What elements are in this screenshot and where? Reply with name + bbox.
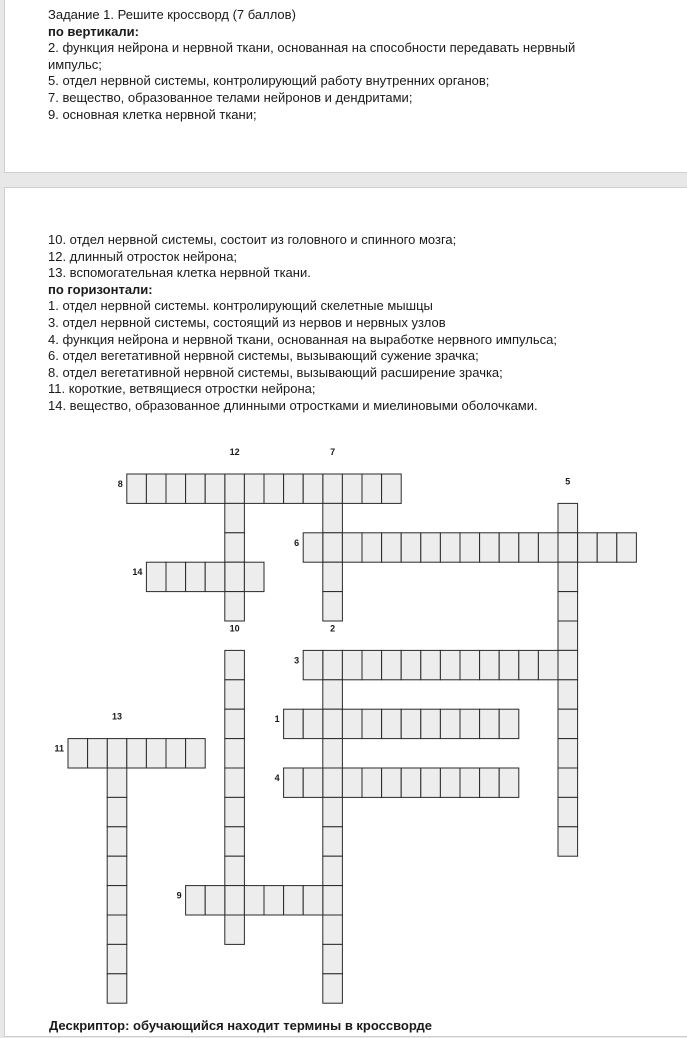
crossword-cell[interactable]	[68, 739, 88, 768]
crossword-cell[interactable]	[480, 768, 500, 797]
crossword-cell[interactable]	[558, 650, 578, 679]
crossword-cell[interactable]	[617, 533, 637, 562]
crossword-cell[interactable]	[342, 474, 362, 503]
crossword-cell[interactable]	[225, 592, 245, 621]
clue-line: 6. отдел вегетативной нервной системы, вызывающий сужение зрачка;	[48, 348, 479, 364]
crossword-cell[interactable]	[225, 886, 245, 915]
crossword-cell[interactable]	[558, 533, 578, 562]
clue-line: 11. короткие, ветвящиеся отростки нейрона;	[48, 381, 316, 397]
crossword-cell[interactable]	[538, 650, 558, 679]
crossword-cell[interactable]	[480, 650, 500, 679]
crossword-cell[interactable]	[323, 709, 343, 738]
crossword-cell[interactable]	[480, 709, 500, 738]
crossword-cell[interactable]	[362, 709, 382, 738]
crossword-cell[interactable]	[342, 768, 362, 797]
crossword-cell[interactable]	[323, 974, 343, 1003]
clue-number-8: 8	[117, 479, 123, 489]
crossword-cell[interactable]	[558, 768, 578, 797]
crossword-cell[interactable]	[382, 768, 402, 797]
clue-number-3: 3	[294, 655, 300, 666]
crossword-cell[interactable]	[558, 592, 578, 621]
crossword-cell[interactable]	[225, 739, 245, 768]
clue-line: 9. основная клетка нервной ткани;	[48, 106, 257, 122]
crossword-cell[interactable]	[127, 739, 147, 768]
crossword-cell[interactable]	[264, 474, 284, 503]
crossword-cell[interactable]	[401, 768, 421, 797]
clue-number-10: 10	[229, 623, 240, 634]
crossword-cell[interactable]	[244, 562, 264, 591]
crossword-cell[interactable]	[284, 709, 304, 738]
crossword-cell[interactable]	[421, 768, 441, 797]
crossword-cell[interactable]	[127, 474, 147, 503]
clue-number-14: 14	[132, 567, 143, 578]
crossword-cell[interactable]	[558, 827, 578, 856]
crossword-cell[interactable]	[205, 886, 225, 915]
crossword-cell[interactable]	[460, 650, 480, 679]
crossword-cell[interactable]	[460, 768, 480, 797]
crossword-cell[interactable]	[107, 739, 127, 768]
crossword-cell[interactable]	[421, 533, 441, 562]
crossword-cell[interactable]	[323, 886, 343, 915]
clue-number-2: 2	[330, 623, 336, 634]
crossword-cell[interactable]	[440, 709, 460, 738]
clue-number-11: 11	[54, 743, 64, 754]
crossword-cell[interactable]	[401, 533, 421, 562]
crossword-cell[interactable]	[225, 650, 245, 679]
crossword-cell[interactable]	[499, 768, 519, 797]
crossword-cell[interactable]	[382, 474, 402, 503]
crossword-cell[interactable]	[166, 474, 186, 503]
crossword-cell[interactable]	[382, 650, 402, 679]
crossword-cell[interactable]	[303, 709, 323, 738]
crossword-cell[interactable]	[342, 533, 362, 562]
clue-number-4: 4	[274, 773, 280, 783]
crossword-cell[interactable]	[578, 533, 598, 562]
crossword-cell[interactable]	[323, 562, 343, 591]
crossword-cell[interactable]	[186, 474, 206, 503]
crossword-cell[interactable]	[323, 856, 343, 885]
crossword-cell[interactable]	[166, 739, 186, 768]
crossword-cell[interactable]	[323, 827, 343, 856]
crossword-cell[interactable]	[460, 709, 480, 738]
crossword-cell[interactable]	[225, 709, 245, 738]
crossword-cell[interactable]	[558, 562, 578, 591]
crossword-cell[interactable]	[107, 915, 127, 944]
crossword-cell[interactable]	[519, 533, 539, 562]
crossword-cell[interactable]	[107, 856, 127, 885]
crossword-cell[interactable]	[146, 739, 166, 768]
crossword-cell[interactable]	[107, 974, 127, 1003]
clue-number-1: 1	[274, 714, 280, 725]
clue-line: импульс;	[48, 56, 102, 72]
clue-line: 14. вещество, образованное длинными отростками и миелиновыми оболочками.	[48, 397, 538, 413]
crossword-cell[interactable]	[480, 533, 500, 562]
vertical-heading: по вертикали:	[48, 23, 139, 39]
crossword-cell[interactable]	[244, 886, 264, 915]
clue-line: 10. отдел нервной системы, состоит из головного и спинного мозга;	[48, 232, 457, 247]
crossword-cell[interactable]	[323, 797, 343, 826]
crossword-cell[interactable]	[538, 533, 558, 562]
crossword-cell[interactable]	[558, 680, 578, 709]
crossword-cell[interactable]	[225, 533, 245, 562]
crossword-cell[interactable]	[244, 474, 264, 503]
clue-number-12: 12	[229, 447, 240, 457]
crossword-cell[interactable]	[519, 650, 539, 679]
crossword-cell[interactable]	[186, 562, 206, 591]
document-page-1	[4, 0, 687, 173]
clue-line: 1. отдел нервной системы. контролирующий скелетные мышцы	[48, 298, 433, 314]
clue-line: 2. функция нейрона и нервной ткани, основанная на способности передавать нервный	[48, 40, 576, 56]
clue-line: 4. функция нейрона и нервной ткани, основанная на выработке нервного импульса;	[48, 331, 557, 347]
crossword-cell[interactable]	[225, 856, 245, 885]
crossword-cell[interactable]	[323, 533, 343, 562]
crossword-cell[interactable]	[401, 650, 421, 679]
crossword-cell[interactable]	[323, 503, 343, 532]
crossword-cell[interactable]	[323, 474, 343, 503]
crossword-cell[interactable]	[421, 650, 441, 679]
crossword-cell[interactable]	[284, 768, 304, 797]
crossword-cell[interactable]	[205, 474, 225, 503]
crossword-cell[interactable]	[401, 709, 421, 738]
crossword-cell[interactable]	[440, 650, 460, 679]
crossword-cell[interactable]	[382, 533, 402, 562]
clue-number-7: 7	[330, 447, 336, 457]
crossword-cell[interactable]	[323, 944, 343, 973]
crossword-cell[interactable]	[186, 739, 206, 768]
crossword-cell[interactable]	[323, 915, 343, 944]
crossword-cell[interactable]	[421, 709, 441, 738]
task-title: Задание 1. Решите кроссворд (7 баллов)	[48, 7, 296, 22]
crossword-cell[interactable]	[558, 709, 578, 738]
crossword-cell[interactable]	[323, 650, 343, 679]
document-page-2	[4, 187, 687, 1037]
clue-line: 7. вещество, образованное телами нейронов и дендритами;	[48, 89, 413, 105]
horizontal-heading: по горизонтали:	[48, 281, 153, 297]
crossword-cell[interactable]	[225, 768, 245, 797]
clue-number-6: 6	[294, 537, 300, 548]
clue-number-13: 13	[111, 711, 123, 722]
crossword-cell[interactable]	[166, 562, 186, 591]
clue-line: 8. отдел вегетативной нервной системы, вызывающий расширение зрачка;	[48, 364, 503, 380]
descriptor-cut-line: Дескриптор: обучающийся находит термины в кроссворде	[49, 1018, 432, 1033]
crossword-cell[interactable]	[146, 474, 166, 503]
crossword-cell[interactable]	[107, 886, 127, 915]
crossword-cell[interactable]	[499, 709, 519, 738]
clue-line: 5. отдел нервной системы, контролирующий работу внутренних органов;	[48, 73, 490, 89]
crossword-cell[interactable]	[499, 533, 519, 562]
crossword-cell[interactable]	[558, 739, 578, 768]
clue-line: 3. отдел нервной системы, состоящий из нервов и нервных узлов	[48, 314, 446, 330]
crossword-grid	[5, 188, 687, 1038]
crossword-cell[interactable]	[460, 533, 480, 562]
crossword-cell[interactable]	[323, 592, 343, 621]
crossword-cell[interactable]	[225, 915, 245, 944]
crossword-cell[interactable]	[225, 827, 245, 856]
crossword-cell[interactable]	[499, 650, 519, 679]
crossword-cell[interactable]	[303, 768, 323, 797]
crossword-cell[interactable]	[284, 474, 304, 503]
crossword-cell[interactable]	[558, 503, 578, 532]
crossword-cell[interactable]	[362, 650, 382, 679]
clue-number-5: 5	[565, 476, 571, 487]
crossword-cell[interactable]	[264, 886, 284, 915]
crossword-cell[interactable]	[225, 562, 245, 591]
crossword-cell[interactable]	[107, 768, 127, 797]
crossword-cell[interactable]	[440, 768, 460, 797]
clue-line: 12. длинный отросток нейрона;	[48, 248, 238, 264]
crossword-cell[interactable]	[186, 886, 206, 915]
crossword-cell[interactable]	[362, 474, 382, 503]
crossword-cell[interactable]	[342, 709, 362, 738]
crossword-cell[interactable]	[303, 886, 323, 915]
crossword-cell[interactable]	[284, 886, 304, 915]
crossword-cell[interactable]	[342, 650, 362, 679]
crossword-cell[interactable]	[558, 797, 578, 826]
crossword-cell[interactable]	[323, 680, 343, 709]
crossword-cell[interactable]	[107, 944, 127, 973]
crossword-cell[interactable]	[146, 562, 166, 591]
crossword-cell[interactable]	[225, 503, 245, 532]
crossword-cell[interactable]	[205, 562, 225, 591]
crossword-cell[interactable]	[303, 533, 323, 562]
crossword-cell[interactable]	[107, 797, 127, 826]
crossword-cell[interactable]	[362, 533, 382, 562]
crossword-cell[interactable]	[107, 827, 127, 856]
crossword-cell[interactable]	[323, 739, 343, 768]
crossword-cell[interactable]	[88, 739, 108, 768]
crossword-cell[interactable]	[225, 797, 245, 826]
clue-number-9: 9	[176, 890, 182, 901]
crossword-cell[interactable]	[440, 533, 460, 562]
crossword-cell[interactable]	[323, 768, 343, 797]
crossword-cell[interactable]	[225, 680, 245, 709]
crossword-cell[interactable]	[382, 709, 402, 738]
crossword-cell[interactable]	[225, 474, 245, 503]
clue-line: 13. вспомогательная клетка нервной ткани.	[48, 265, 311, 281]
crossword-cell[interactable]	[597, 533, 617, 562]
clues-block-1	[48, 7, 575, 123]
crossword-cell[interactable]	[303, 474, 323, 503]
crossword-cell[interactable]	[558, 621, 578, 650]
crossword-cell[interactable]	[303, 650, 323, 679]
crossword-cell[interactable]	[362, 768, 382, 797]
